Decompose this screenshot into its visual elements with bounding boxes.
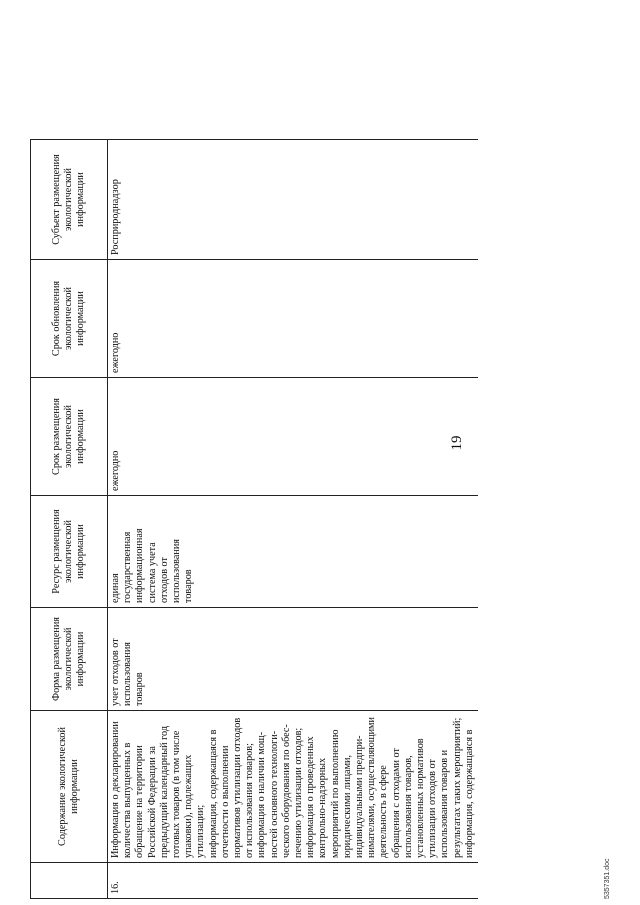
page-number: 19 — [449, 435, 465, 451]
table-header-row — [31, 140, 108, 899]
header-subject: Субъект размещения экологической информации — [31, 140, 108, 260]
header-form: Форма размещения экологической информации — [31, 608, 108, 711]
header-content: Содержание экологической информации — [31, 711, 108, 863]
header-term: Срок размещения экологической информации — [31, 378, 108, 496]
row-resource: единая государственная информационная система учета отходов от использования товаров — [108, 496, 479, 608]
row-form: учет отходов от использования товаров — [108, 608, 479, 711]
table-row — [108, 140, 479, 899]
row-content: Информация о декларировании количества выпущенных в обращение на территории Российской Федерации за предыдущий календарный год готовых товаров (в том числе упаковки), подлежащих утилизации; информация, содержащаяся в отчетности о выполнении нормативов утилизации отходов от использования товаров; информация о наличии мощ- ностей основного технологи- ческого оборудования по обес- печению утилизации отходов; информация о проведенных контрольно-надзорных мероприятий по выполнению юридическими лицами, индивидуальными предпри- нимателями, осуществляющими деятельность в сфере обращения с отходами от использования товаров, установленных нормативов утилизации отходов от использования товаров и результатах таких мероприятий; информация, содержащаяся в — [108, 711, 479, 863]
row-term: ежегодно — [108, 378, 479, 496]
header-number — [31, 863, 108, 899]
row-number: 16. — [108, 863, 479, 899]
environmental-info-table — [30, 139, 478, 899]
row-subject: Росприроднадзор — [108, 140, 479, 260]
footer-doc-code: 5357351.doc — [604, 858, 611, 899]
header-resource: Ресурс размещения экологической информации — [31, 496, 108, 608]
header-update: Срок обновления экологической информации — [31, 260, 108, 378]
row-update: ежегодно — [108, 260, 479, 378]
